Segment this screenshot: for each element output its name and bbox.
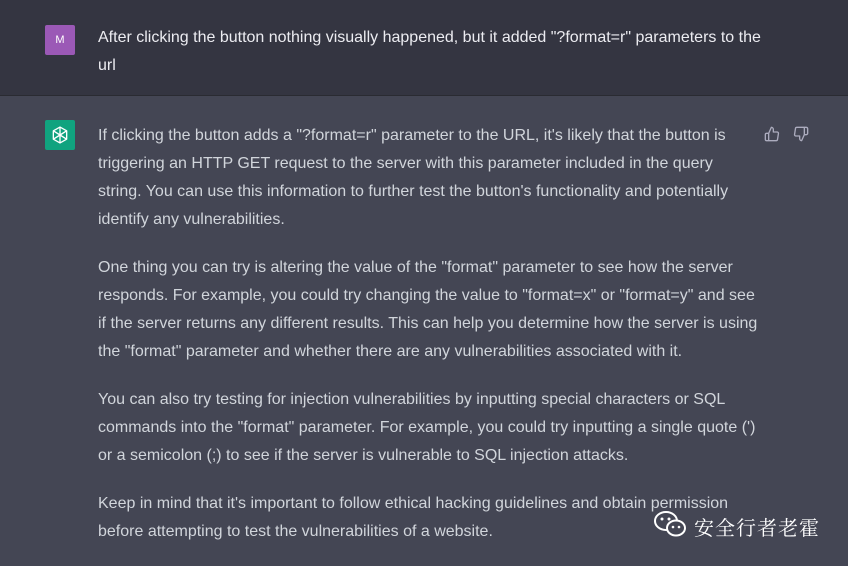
wechat-icon [654, 510, 686, 543]
assistant-message-text [98, 122, 758, 566]
user-avatar: M [45, 25, 75, 55]
feedback-controls [763, 125, 809, 142]
assistant-paragraph: If clicking the button adds a "?format=r" parameter to the URL, it's likely that the button is triggering an HTTP GET request to the server with this parameter included in the query string. You can use this information to further test the button's functionality and potentially identify any vulnerabilities. [98, 127, 729, 228]
assistant-message-row [0, 96, 848, 563]
user-message-row [0, 0, 848, 96]
assistant-paragraph: You can also try testing for injection vulnerabilities by inputting special characters or SQL commands into the "format" parameter. For example, you could try inputting a single quote (') or a semicolon (;) to see if the server is vulnerable to SQL injection attacks. [98, 391, 756, 464]
watermark [654, 510, 820, 543]
openai-logo-icon [45, 120, 75, 150]
thumbs-up-icon[interactable] [763, 125, 780, 142]
assistant-paragraph: One thing you can try is altering the value of the "format" parameter to see how the server responds. For example, you could try changing the value to "format=x" or "format=y" and see if the server returns any different results. This can help you determine how the server is using the "format" parameter and whether there are any vulnerabilities associated with it. [98, 259, 758, 360]
thumbs-down-icon[interactable] [792, 125, 809, 142]
assistant-paragraph: Keep in mind that it's important to follow ethical hacking guidelines and obtain permission before attempting to test the vulnerabilities of a website. [98, 495, 729, 540]
watermark-text: 安全行者老霍 [694, 516, 820, 540]
user-message-text: After clicking the button nothing visually happened, but it added "?format=r" parameters to the url [98, 29, 761, 74]
